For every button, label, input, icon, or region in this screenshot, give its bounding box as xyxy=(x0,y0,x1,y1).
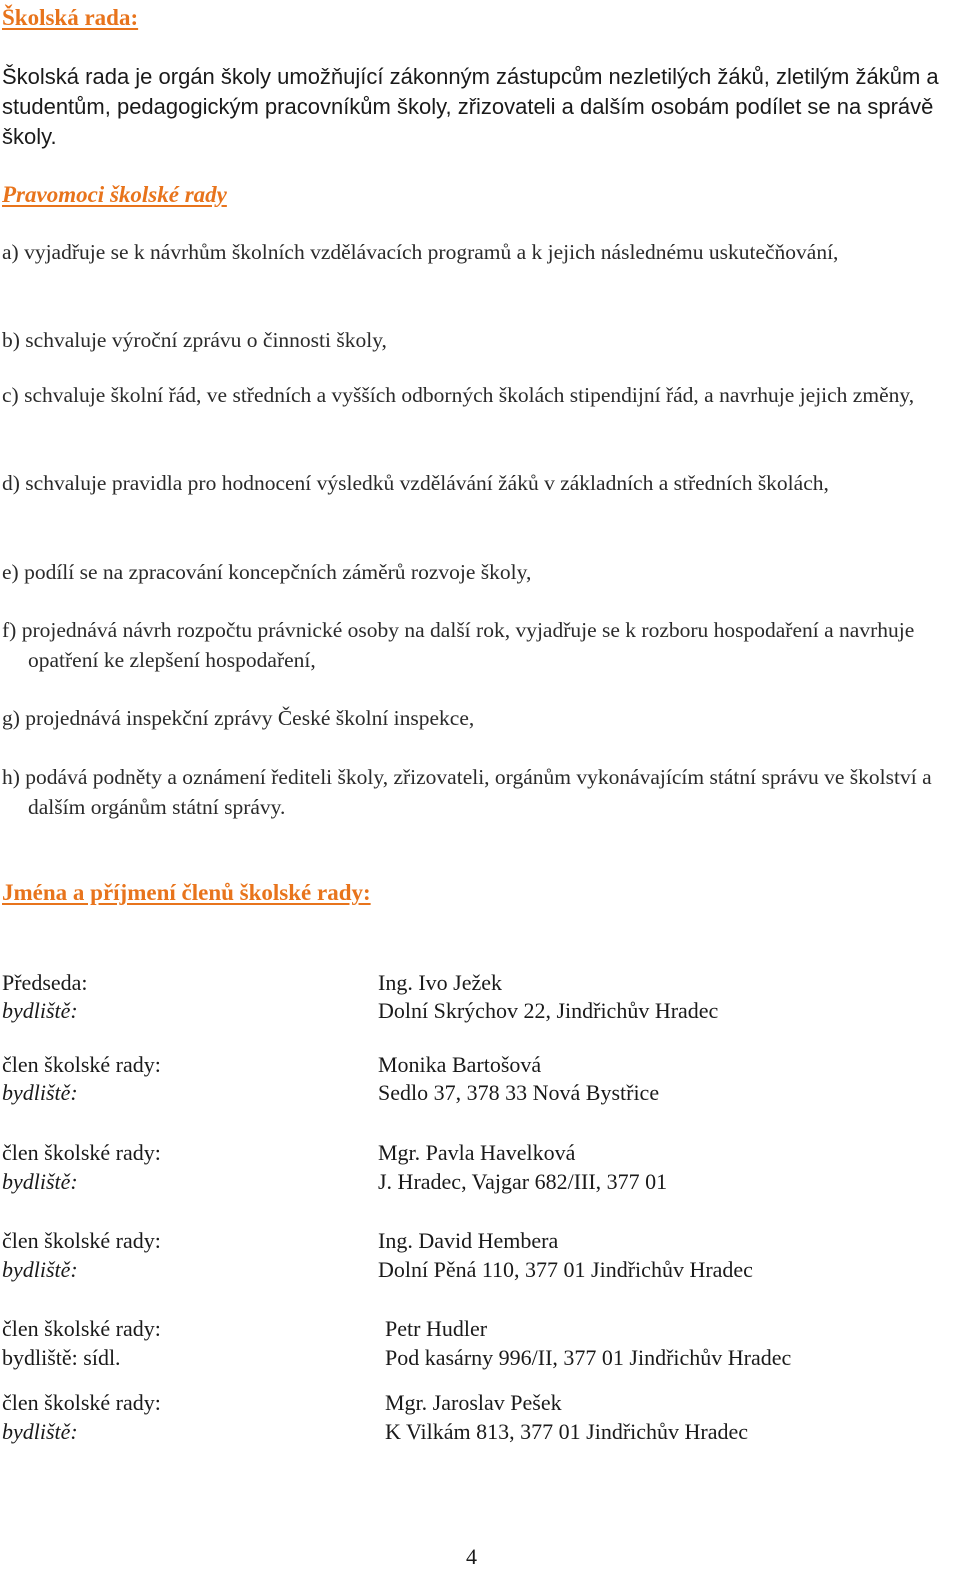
powers-item-c: c) schvaluje školní řád, ve středních a vyšších odborných školách stipendijní řád, a navrhuje jejich změny, xyxy=(2,383,915,407)
document-page xyxy=(2,0,952,1591)
member-role: Předseda: xyxy=(2,970,88,995)
member-name: Ing. David Hembera xyxy=(378,1228,559,1253)
member-role: člen školské rady: xyxy=(2,1316,161,1341)
residence-label: bydliště: xyxy=(2,1080,78,1105)
member-name: Petr Hudler xyxy=(385,1316,488,1341)
member-role: člen školské rady: xyxy=(2,1140,161,1165)
powers-item-h: h) podává podněty a oznámení řediteli školy, zřizovateli, orgánům vykonávajícím státní správu ve školství a dalším orgánům státní správy. xyxy=(2,765,932,819)
member-address: Dolní Skrýchov 22, Jindřichův Hradec xyxy=(378,998,719,1023)
residence-label: bydliště: xyxy=(2,1419,78,1444)
member-name: Mgr. Jaroslav Pešek xyxy=(385,1390,562,1415)
page-title: Školská rada: xyxy=(2,5,139,30)
member-address: Sedlo 37, 378 33 Nová Bystřice xyxy=(378,1080,660,1105)
member-role: člen školské rady: xyxy=(2,1390,161,1415)
powers-item-e: e) podílí se na zpracování koncepčních záměrů rozvoje školy, xyxy=(2,560,532,584)
member-name: Mgr. Pavla Havelková xyxy=(378,1140,576,1165)
member-role: člen školské rady: xyxy=(2,1052,161,1077)
member-name: Ing. Ivo Ježek xyxy=(378,970,503,995)
residence-label: bydliště: xyxy=(2,998,78,1023)
residence-label: bydliště: xyxy=(2,1169,78,1194)
powers-item-g: g) projednává inspekční zprávy České školní inspekce, xyxy=(2,706,475,730)
member-role: člen školské rady: xyxy=(2,1228,161,1253)
member-address: J. Hradec, Vajgar 682/III, 377 01 xyxy=(378,1169,668,1194)
residence-label: bydliště: sídl. xyxy=(2,1345,121,1370)
powers-item-a: a) vyjadřuje se k návrhům školních vzdělávacích programů a k jejich následnému uskutečňování, xyxy=(2,240,839,264)
powers-heading: Pravomoci školské rady xyxy=(2,182,227,207)
powers-item-b: b) schvaluje výroční zprávu o činnosti školy, xyxy=(2,328,387,352)
intro-paragraph: Školská rada je orgán školy umožňující zákonným zástupcům nezletilých žáků, zletilým žákům a studentům, pedagogickým pracovníkům školy, zřizovateli a dalším osobám podílet se na správě školy. xyxy=(2,64,939,149)
member-address: Dolní Pěná 110, 377 01 Jindřichův Hradec xyxy=(378,1257,753,1282)
member-address: Pod kasárny 996/II, 377 01 Jindřichův Hradec xyxy=(385,1345,792,1370)
page-number: 4 xyxy=(466,1544,477,1569)
residence-label: bydliště: xyxy=(2,1257,78,1282)
powers-item-f: f) projednává návrh rozpočtu právnické osoby na další rok, vyjadřuje se k rozboru hospodaření a navrhuje opatření ke zlepšení hospodaření, xyxy=(2,618,915,672)
member-address: K Vilkám 813, 377 01 Jindřichův Hradec xyxy=(385,1419,749,1444)
member-name: Monika Bartošová xyxy=(378,1052,542,1077)
powers-item-d: d) schvaluje pravidla pro hodnocení výsledků vzdělávání žáků v základních a středních školách, xyxy=(2,471,829,495)
members-heading: Jména a příjmení členů školské rady: xyxy=(2,880,371,905)
